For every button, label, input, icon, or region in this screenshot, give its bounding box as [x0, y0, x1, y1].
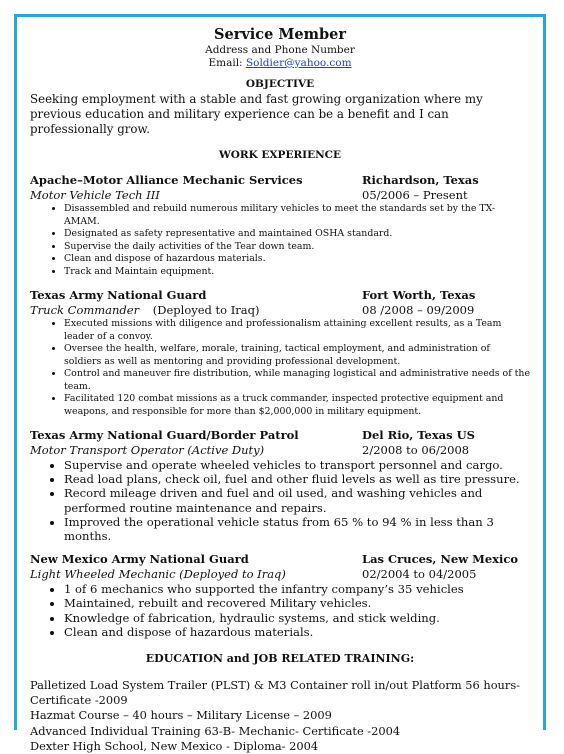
- objective-heading: OBJECTIVE: [245, 78, 315, 90]
- list-item: • Executed missions with diligence and professionalism attaining excellent results, as a Team leader of a convoy.: [64, 318, 530, 343]
- objective-text: Seeking employment with a stable and fast growing organization where my previous education and military experience can be a benefit and I can professionally grow.: [30, 92, 483, 136]
- list-item: • Control and maneuver fire distribution, while managing logistical and administrative needs of the team.: [64, 368, 530, 393]
- employer: New Mexico Army National Guard: [30, 552, 249, 567]
- job-title: Light Wheeled Mechanic (Deployed to Iraq): [30, 567, 286, 582]
- candidate-name: Service Member: [214, 26, 346, 43]
- email-link[interactable]: Soldier@yahoo.com: [245, 57, 352, 69]
- job-entry: [30, 288, 530, 418]
- work-heading: WORK EXPERIENCE: [218, 149, 342, 161]
- resume-page: [30, 26, 530, 754]
- job-location: Las Cruces, New Mexico: [362, 552, 519, 567]
- job-duties: [30, 203, 530, 278]
- list-item: • Track and Maintain equipment.: [64, 266, 530, 279]
- list-item: • Designated as safety representative and maintained OSHA standard.: [64, 228, 530, 241]
- job-dates: 02/2004 to 04/2005: [362, 567, 477, 582]
- job-duties: [30, 318, 530, 418]
- list-item: Dexter High School, New Mexico - Diploma- 2004: [30, 738, 319, 753]
- list-item: • Oversee the health, welfare, morale, training, tactical employment, and administration of soldiers as well as mentoring and providing professional development.: [64, 343, 530, 368]
- job-duties: [30, 458, 530, 543]
- list-item: • Facilitated 120 combat missions as a truck commander, inspected protective equipment and weapons, and responsible for more than $2,000,000 in military equipment.: [64, 393, 530, 418]
- list-item: • Clean and dispose of hazardous materials.: [64, 253, 530, 266]
- list-item: • Clean and dispose of hazardous materials.: [64, 625, 530, 639]
- job-dates: 05/2006 – Present: [362, 188, 468, 202]
- job-dates: 2/2008 to 06/2008: [362, 443, 470, 457]
- email-line: [30, 57, 530, 70]
- job-location: Del Rio, Texas US: [362, 428, 475, 442]
- list-item: • Maintained, rebuilt and recovered Military vehicles.: [64, 596, 530, 610]
- job-title: Truck Commander: [30, 303, 140, 317]
- job-duties: [30, 582, 530, 639]
- email-label: Email:: [208, 57, 243, 69]
- job-entry: [30, 552, 530, 639]
- job-title: Motor Vehicle Tech III: [30, 188, 160, 202]
- list-item: Advanced Individual Training 63-B- Mechanic- Certificate -2004: [30, 723, 401, 738]
- list-item: • Read load plans, check oil, fuel and other fluid levels as well as tire pressure.: [64, 472, 530, 486]
- employer: Texas Army National Guard/Border Patrol: [30, 428, 299, 442]
- address-line: Address and Phone Number: [205, 44, 355, 56]
- education-heading: EDUCATION and JOB RELATED TRAINING:: [145, 652, 415, 666]
- list-item: • Supervise and operate wheeled vehicles to transport personnel and cargo.: [64, 458, 530, 472]
- list-item: Palletized Load System Trailer (PLST) & M3 Container roll in/out Platform 56 hours- Certificate -2009: [30, 678, 521, 708]
- list-item: • Knowledge of fabrication, hydraulic systems, and stick welding.: [64, 611, 530, 625]
- job-location: Richardson, Texas: [362, 173, 479, 187]
- list-item: • 1 of 6 mechanics who supported the infantry company’s 35 vehicles: [64, 582, 530, 596]
- list-item: • Record mileage driven and fuel and oil used, and washing vehicles and performed routine maintenance and repairs.: [64, 486, 530, 514]
- job-location: Fort Worth, Texas: [362, 288, 476, 302]
- list-item: • Improved the operational vehicle status from 65 % to 94 % in less than 3 months.: [64, 515, 530, 543]
- employer: Texas Army National Guard: [30, 288, 207, 302]
- list-item: • Supervise the daily activities of the Tear down team.: [64, 241, 530, 254]
- job-note: (Deployed to Iraq): [152, 303, 260, 317]
- employer: Apache–Motor Alliance Mechanic Services: [30, 173, 303, 187]
- list-item: • Disassembled and rebuild numerous military vehicles to meet the standards set by the TX-AMAM.: [64, 203, 530, 228]
- job-entry: [30, 173, 530, 278]
- job-dates: 08 /2008 – 09/2009: [362, 303, 475, 317]
- list-item: Hazmat Course – 40 hours – Military License – 2009: [30, 708, 332, 723]
- resume-header: [30, 26, 530, 70]
- job-entry: [30, 428, 530, 543]
- job-title: Motor Transport Operator (Active Duty): [30, 443, 265, 457]
- education-list: [30, 678, 530, 754]
